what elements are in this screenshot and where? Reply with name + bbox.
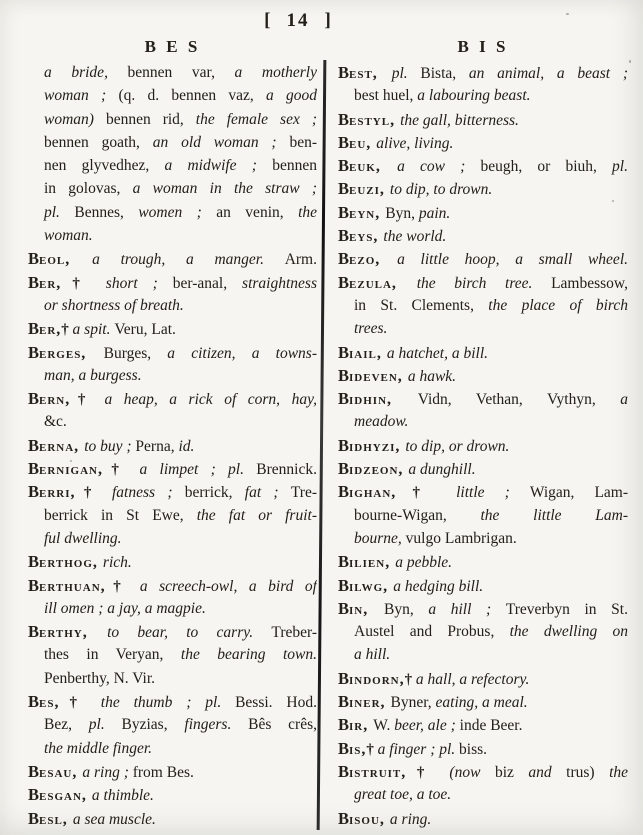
text-run: a finger ; pl. — [377, 740, 460, 758]
text-run: the female sex ; — [195, 110, 317, 128]
headword: Bindorn, — [338, 668, 405, 688]
text-run: Bista, — [420, 65, 469, 82]
text-run: ill omen ; a jay, a magpie. — [44, 599, 206, 617]
entry-line — [28, 224, 317, 247]
text-run: a hedging bill. — [393, 577, 484, 595]
text-run: the gall, bitterness. — [400, 111, 519, 129]
dagger-symbol: † — [404, 671, 416, 688]
text-run: Bennes, — [74, 203, 139, 221]
entry-line — [28, 620, 317, 643]
headword: Beol, — [28, 249, 93, 269]
text-run: a hill ; — [428, 600, 506, 618]
scan-speck — [70, 460, 72, 462]
entry-line — [338, 61, 628, 84]
dagger-symbol: † — [61, 275, 106, 292]
text-run: Burges, — [103, 344, 168, 362]
headword: Bern, — [28, 389, 71, 409]
headword: Beuk, — [338, 156, 398, 176]
text-run: to dip, or drown. — [405, 437, 510, 455]
text-run: bennen var, — [127, 64, 235, 81]
headword: Bisou, — [338, 808, 390, 828]
text-run: best huel, — [354, 87, 418, 105]
text-run: bennen — [272, 157, 317, 175]
left-column — [28, 61, 317, 830]
entry-line — [28, 108, 317, 131]
text-run: &c. — [44, 413, 67, 431]
entry-line — [28, 807, 317, 830]
entry-line — [28, 201, 317, 224]
entry-line — [28, 271, 317, 294]
text-run: or shortness of breath. — [44, 296, 184, 314]
text-run: pain. — [418, 204, 451, 222]
dagger-symbol: † — [366, 741, 378, 758]
text-run: pl. — [391, 65, 421, 82]
dagger-symbol: † — [59, 695, 101, 712]
headword: Beu, — [338, 132, 377, 152]
text-run: meadow. — [354, 413, 409, 431]
headword: Beys, — [338, 226, 384, 246]
page-number: 14 — [286, 10, 310, 31]
text-run: Penberthy, N. Vir. — [44, 669, 156, 687]
text-run: the place of birch — [488, 296, 628, 314]
text-run: nen glyvedhez, — [44, 157, 165, 175]
text-run: ber-anal, — [172, 274, 243, 292]
entry-line — [338, 364, 628, 387]
text-run: a screech-owl, a bird of — [139, 577, 317, 595]
text-run: ful dwelling. — [44, 529, 122, 547]
entry-line — [338, 760, 628, 783]
text-run: Wigan, Lam- — [529, 484, 628, 502]
text-run: Arm. — [284, 251, 317, 269]
text-run: an old woman ; — [152, 133, 290, 151]
headword: Bis, — [338, 738, 367, 758]
text-run: the — [609, 763, 628, 781]
entry-line — [28, 597, 317, 620]
entry-line — [338, 387, 628, 410]
text-run: berrick, — [184, 484, 245, 502]
dagger-symbol: † — [105, 578, 140, 595]
text-run: Byn, — [384, 600, 429, 618]
text-run: eating, a meal. — [435, 694, 528, 712]
entry-line — [338, 108, 628, 131]
headword: Bighan, — [338, 482, 397, 502]
entry-line — [28, 434, 317, 457]
page-number-bracket-right: ] — [324, 10, 332, 31]
entry-line — [338, 84, 628, 107]
entry-line — [28, 690, 317, 713]
text-run: little ; — [456, 484, 530, 502]
entry-line — [28, 480, 317, 503]
text-run: bourne-Wigan, — [354, 506, 481, 524]
entry-line — [338, 737, 628, 760]
entry-line — [338, 177, 628, 200]
text-run: the world. — [383, 228, 447, 246]
entry-line — [338, 667, 628, 690]
entry-line — [338, 434, 628, 457]
entry-line — [28, 84, 317, 107]
dagger-symbol: † — [70, 392, 105, 409]
entry-line — [338, 504, 628, 527]
entry-line — [338, 620, 628, 643]
text-run: and — [528, 763, 567, 781]
entry-line — [28, 760, 317, 783]
right-column-guide-word: B I S — [457, 37, 509, 56]
headword: Bilwg, — [338, 575, 394, 595]
text-run: the little Lam- — [480, 506, 628, 524]
text-run: Byner, — [390, 694, 436, 712]
entry-line — [28, 364, 317, 387]
entry-line — [28, 177, 317, 200]
text-run: a trough, a manger. — [92, 251, 285, 269]
entry-line — [28, 550, 317, 573]
dagger-symbol: † — [102, 462, 140, 479]
text-run: a good — [266, 87, 317, 105]
text-run: the middle finger. — [44, 739, 153, 757]
page-number-bracket-left: [ — [264, 10, 272, 31]
text-run: woman ; — [44, 87, 119, 105]
text-run: a ring. — [389, 810, 432, 828]
text-run: bennen goath, — [44, 133, 153, 151]
dagger-symbol: † — [75, 485, 112, 502]
text-run: pl. — [612, 158, 628, 176]
entry-line — [28, 410, 317, 433]
text-run: a citizen, a towns- — [167, 344, 317, 362]
entry-line — [338, 154, 628, 177]
text-run: fat ; — [244, 484, 291, 502]
headword: Bistruit, — [338, 761, 407, 781]
scan-speck — [612, 200, 614, 202]
text-run: Brennick. — [256, 461, 317, 479]
text-run: women ; — [138, 203, 217, 221]
text-run: to dip, to drown. — [389, 181, 493, 199]
text-run: trees. — [354, 320, 388, 338]
text-run: the dwelling on — [509, 623, 628, 641]
text-run: a heap, a rick of corn, hay, — [104, 391, 317, 409]
text-run: a labouring beast. — [417, 87, 531, 105]
text-run: fingers. — [184, 716, 249, 734]
headword: Biail, — [338, 342, 387, 362]
text-run: a woman in the straw ; — [132, 180, 317, 198]
column-divider-rule — [317, 60, 326, 830]
text-run: in St. Clements, — [354, 296, 489, 314]
entry-line — [338, 550, 628, 573]
entry-line — [28, 527, 317, 550]
headword: Bezo, — [338, 249, 398, 269]
headword: Bidhin, — [338, 389, 418, 409]
entry-line — [28, 387, 317, 410]
text-run: pl. — [44, 203, 75, 221]
headword: Biner, — [338, 692, 391, 712]
headword: Ber, — [28, 272, 62, 292]
text-run: biz — [494, 763, 529, 781]
entry-line — [28, 341, 317, 364]
entry-line — [338, 574, 628, 597]
text-run: a spit. — [72, 321, 115, 339]
text-run: fatness ; — [111, 484, 185, 502]
text-run: man, a burgess. — [44, 366, 142, 384]
text-run: woman. — [44, 227, 93, 245]
text-run: a — [620, 391, 628, 409]
text-run: id. — [178, 437, 195, 455]
text-run: Treber- — [271, 624, 317, 642]
text-run: a motherly — [234, 64, 317, 81]
headword: Bidhyzi, — [338, 435, 406, 455]
right-column — [338, 61, 628, 830]
text-run: rich. — [102, 554, 132, 572]
text-run: Austel and Probus, — [354, 623, 510, 641]
entry-line — [338, 341, 628, 364]
text-run: great toe, a toe. — [354, 786, 452, 804]
entry-line — [28, 667, 317, 690]
text-run: a dunghill. — [408, 461, 476, 479]
headword: Besau, — [28, 761, 83, 781]
entry-line — [338, 527, 628, 550]
text-run: biss. — [459, 740, 488, 758]
entry-line — [28, 504, 317, 527]
text-run: Bês crês, — [248, 716, 317, 734]
entry-line — [28, 574, 317, 597]
text-run: a sea muscle. — [72, 810, 156, 828]
entry-line — [28, 61, 317, 84]
entry-line — [28, 737, 317, 760]
text-run: Veru, Lat. — [114, 321, 176, 339]
entry-line — [338, 247, 628, 270]
text-run: to bear, to carry. — [107, 624, 272, 642]
text-run: a hatchet, a bill. — [386, 344, 489, 362]
text-run: alive, living. — [376, 134, 454, 152]
text-run: Byzias, — [121, 716, 185, 734]
text-run: a limpet ; pl. — [139, 461, 257, 479]
text-run: the fat or fruit- — [196, 506, 317, 524]
text-run: trus) — [566, 763, 610, 781]
text-run: inde Beer. — [459, 717, 523, 735]
headword: Berges, — [28, 342, 104, 362]
text-run: Tre- — [290, 484, 317, 502]
text-run: straightness — [242, 274, 317, 292]
scan-speck — [629, 60, 631, 63]
entry-line — [338, 271, 628, 294]
headword: Bezula, — [338, 272, 417, 292]
entry-line — [338, 457, 628, 480]
scan-speck — [566, 13, 569, 15]
text-run: (q. d. bennen vaz, — [118, 87, 266, 105]
text-run: bennen rid, — [105, 110, 196, 128]
headword: Berthy, — [28, 622, 108, 642]
entry-line — [28, 713, 317, 736]
text-run: a pebble. — [395, 554, 453, 572]
text-run: thes in Veryan, — [44, 646, 181, 664]
headword: Bidzeon, — [338, 459, 409, 479]
entry-line — [338, 294, 628, 317]
headword: Beuzi, — [338, 179, 390, 199]
text-run: the thumb ; pl. — [100, 694, 236, 712]
entry-line — [338, 597, 628, 620]
text-run: the — [298, 203, 317, 221]
text-run: W. — [373, 717, 395, 735]
headword: Berna, — [28, 435, 85, 455]
text-run: pl. — [88, 716, 122, 734]
entry-line — [338, 317, 628, 340]
text-run: (now — [449, 763, 495, 781]
left-column-guide-word: B E S — [144, 37, 201, 56]
headword: Berthog, — [28, 552, 103, 572]
text-run: a hawk. — [407, 367, 457, 385]
text-run: an venin, — [216, 203, 299, 221]
text-run: from Bes. — [132, 763, 194, 781]
text-run: a hill. — [354, 646, 391, 664]
headword: Besgan, — [28, 785, 92, 805]
text-run: ben- — [289, 133, 317, 151]
text-run: Treverbyn in St. — [505, 600, 628, 618]
entry-line — [338, 480, 628, 503]
text-run: bourne, — [354, 529, 406, 547]
headword: Bernigan, — [28, 459, 103, 479]
dagger-symbol: † — [406, 764, 450, 781]
text-run: a cow ; — [397, 158, 481, 176]
headword: Berthuan, — [28, 575, 106, 595]
entry-line — [338, 783, 628, 806]
entry-line — [28, 247, 317, 270]
page-header — [0, 10, 596, 32]
text-run: Byn, — [385, 204, 419, 222]
text-run: in golovas, — [44, 180, 133, 198]
text-run: Bessi. Hod. — [235, 694, 317, 712]
headword: Bes, — [28, 692, 60, 712]
text-run: vulgo Lambrigan. — [405, 529, 517, 547]
entry-line — [28, 294, 317, 317]
entry-line — [338, 643, 628, 666]
entry-line — [28, 317, 317, 340]
headword: Bideven, — [338, 365, 408, 385]
entry-line — [338, 224, 628, 247]
text-run: Vidn, Vethan, Vythyn, — [417, 391, 621, 409]
headword: Berri, — [28, 482, 76, 502]
dagger-symbol: † — [61, 322, 73, 339]
text-run: the bearing town. — [180, 646, 317, 664]
entry-line — [28, 783, 317, 806]
text-run: woman) — [44, 110, 106, 128]
entry-line — [28, 154, 317, 177]
text-run: a hall, a refectory. — [415, 670, 530, 688]
headword: Besl, — [28, 808, 73, 828]
headword: Bir, — [338, 715, 374, 735]
entry-line — [338, 410, 628, 433]
text-run: beer, ale ; — [394, 717, 460, 735]
text-run: Lambessow, — [551, 274, 628, 292]
text-run: Perna, — [135, 437, 179, 455]
headword: Ber, — [28, 319, 62, 339]
text-run: a thimble. — [91, 787, 154, 805]
entry-line — [338, 131, 628, 154]
headword: Bin, — [338, 598, 384, 618]
headword: Beyn, — [338, 202, 386, 222]
entry-line — [28, 131, 317, 154]
text-run: a bride, — [44, 64, 128, 81]
entry-line — [338, 690, 628, 713]
text-run: beugh, or biuh, — [480, 158, 613, 176]
text-run: berrick in St Ewe, — [44, 506, 197, 524]
entry-line — [28, 643, 317, 666]
entry-line — [338, 713, 628, 736]
entry-line — [338, 201, 628, 224]
text-run: a midwife ; — [164, 157, 273, 175]
text-run: a little hoop, a small wheel. — [397, 251, 628, 269]
entry-line — [338, 807, 628, 830]
text-run: short ; — [105, 274, 173, 292]
text-run: an animal, a beast ; — [468, 65, 628, 82]
text-run: a ring ; — [82, 763, 133, 781]
headword: Bilien, — [338, 552, 396, 572]
text-run: the birch tree. — [416, 274, 552, 292]
headword: Best, — [338, 63, 392, 82]
headword: Bestyl, — [338, 109, 401, 129]
text-run: Bez, — [44, 716, 89, 734]
text-run: to buy ; — [84, 437, 136, 455]
dagger-symbol: † — [396, 485, 457, 502]
